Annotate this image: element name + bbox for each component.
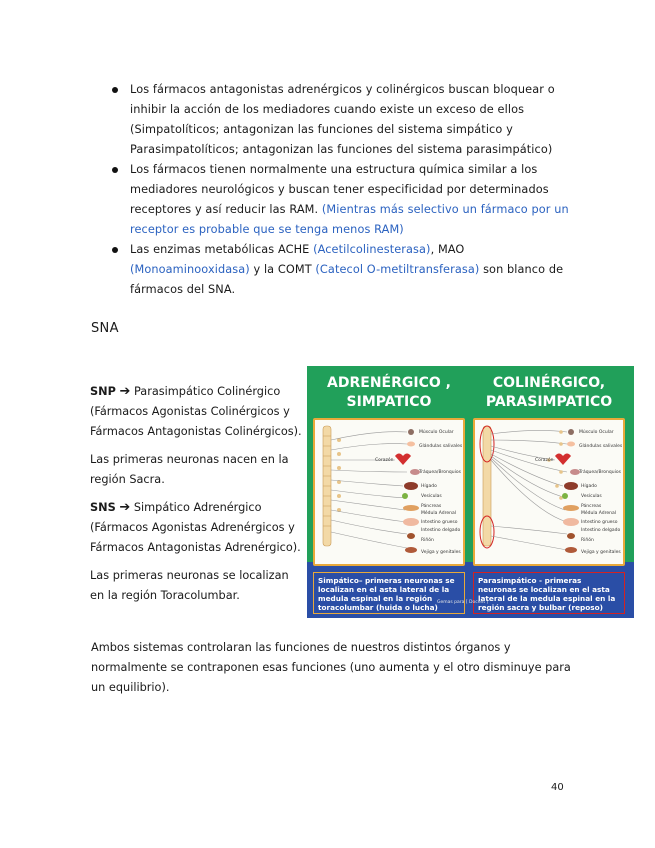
left-title-line-2: SIMPATICO <box>346 394 432 410</box>
bullet-part: , MAO <box>430 243 465 256</box>
right-arrow-icon: ➔ <box>119 500 131 515</box>
organ-label: Corazón <box>375 458 394 463</box>
organ-label: Músculo Ocular <box>419 430 454 435</box>
bullet-part: y la COMT <box>249 263 316 276</box>
right-title-line-2: PARASIMPATICO <box>485 394 613 410</box>
figure-right-title <box>473 374 625 412</box>
organ-label: Corazón <box>535 458 554 463</box>
sympathetic-panel <box>313 418 465 566</box>
organ-label: Hígado <box>421 484 437 489</box>
organ-label: Intestino grueso <box>421 520 458 525</box>
snp-paragraph <box>90 382 302 442</box>
bullet-text: Los fármacos tienen normalmente una estructura química similar a los mediadores neurológicos y buscan tener especificidad por determinados receptores y así reducir las RAM. <box>130 163 549 216</box>
organ-label: Tráquea/Bronquios <box>419 470 461 475</box>
bottom-paragraph: Ambos sistemas controlaran las funciones de nuestros distintos órganos y normalmente se contraponen esas funciones (uno aumenta y el otro disminuye para un equilibrio). <box>91 641 571 694</box>
organ-label: Páncreas <box>581 504 602 509</box>
bullet-part-mao: (Monoaminooxidasa) <box>130 263 250 276</box>
organ-label: Vejiga y genitales <box>421 550 461 555</box>
bullet-dot <box>112 167 118 173</box>
bullet-part-comt: (Catecol O-metiltransferasa) <box>315 263 480 276</box>
organ-label: Glándulas salivales <box>579 444 623 449</box>
bullet-list <box>112 80 574 300</box>
organ-label: Hígado <box>581 484 597 489</box>
section-title: SNA <box>91 321 119 336</box>
bullet-dot <box>112 87 118 93</box>
snp-neurons: Las primeras neuronas nacen en la región Sacra. <box>90 453 289 486</box>
parasympathetic-caption: Parasimpático - primeras neuronas se localizan en el asta lateral de la medula espinal en la región sacra y bulbar (reposo) <box>473 572 625 614</box>
snp-text: Parasimpático Colinérgico (Fármacos Agonistas Colinérgicos y Fármacos Antagonistas Colinérgicos). <box>90 385 302 438</box>
organ-label: Intestino delgado <box>581 528 621 533</box>
sns-text: Simpático Adrenérgico (Fármacos Agonistas Adrenérgicos y Fármacos Antagonistas Adrenérgico). <box>90 501 301 554</box>
page-number: 40 <box>551 782 564 793</box>
organ-label: Intestino delgado <box>421 528 461 533</box>
organ-label: Tráquea/Bronquios <box>579 470 621 475</box>
organ-label: Riñón <box>581 538 594 543</box>
bullet-part-ache: (Acetilcolinesterasa) <box>313 243 431 256</box>
sns-paragraph <box>90 498 302 558</box>
bullet-dot <box>112 247 118 253</box>
right-arrow-icon: ➔ <box>119 384 131 399</box>
bullet-part: Las enzimas metabólicas ACHE <box>130 243 314 256</box>
organ-label: Intestino grueso <box>581 520 618 525</box>
organ-label: Glándulas salivales <box>419 444 463 449</box>
bullet-text: Los fármacos antagonistas adrenérgicos y colinérgicos buscan bloquear o inhibir la acción de los mediadores cuando existe un exceso de ellos (Simpatolíticos; antagonizan las funciones del sistema simpático y Parasimpatolíticos; antagonizan las funciones del sistema parasimpático) <box>130 83 555 156</box>
sympathetic-caption: Simpático– primeras neuronas se localizan en el asta lateral de la medula espinal en la región toracolumbar (huida o lucha) <box>313 572 465 614</box>
organ-label: Médula Adrenal <box>581 511 617 516</box>
organ-label: Médula Adrenal <box>421 511 457 516</box>
organ-label: Riñón <box>421 538 434 543</box>
organ-label: Vesículas <box>581 494 602 499</box>
parasympathetic-diagram <box>475 420 623 564</box>
parasympathetic-panel <box>473 418 625 566</box>
figure-overlay-text: Gemas para [ Docent ] <box>437 600 489 605</box>
sns-label: SNS <box>90 501 116 514</box>
organ-label: Vesículas <box>421 494 442 499</box>
organ-label: Músculo Ocular <box>579 430 614 435</box>
right-title-line-1: COLINÉRGICO, <box>492 375 606 391</box>
list-item <box>112 80 574 160</box>
list-item <box>112 240 574 300</box>
bullet-note: (Mientras más selectivo un fármaco por un receptor es probable que se tenga menos RAM) <box>130 203 569 236</box>
organ-label: Páncreas <box>421 504 442 509</box>
sympathetic-diagram <box>315 420 463 564</box>
snp-label: SNP <box>90 385 116 398</box>
sns-neurons: Las primeras neuronas se localizan en la región Toracolumbar. <box>90 569 289 602</box>
list-item <box>112 160 574 240</box>
sna-figure <box>307 366 634 618</box>
organ-label: Vejiga y genitales <box>581 550 621 555</box>
left-column <box>90 382 302 614</box>
figure-left-title <box>313 374 465 412</box>
left-title-line-1: ADRENÉRGICO , <box>327 375 451 391</box>
bullet-part: son blanco de fármacos del SNA. <box>130 263 564 296</box>
